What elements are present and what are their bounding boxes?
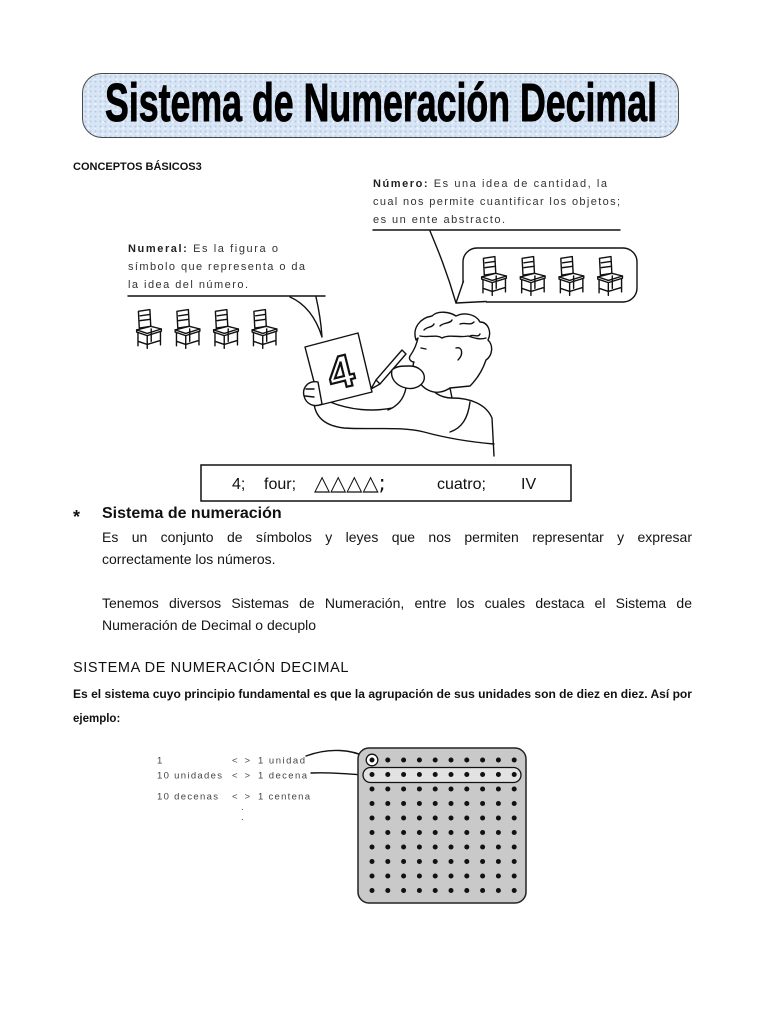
grid-dot	[385, 845, 390, 850]
grid-dot	[433, 845, 438, 850]
page-title: Sistema de Numeración Decimal	[105, 73, 657, 133]
section-heading: Sistema de numeración	[102, 505, 282, 522]
grid-dot	[496, 787, 501, 792]
grid-dot	[464, 888, 469, 893]
grid-dot	[449, 874, 454, 879]
grid-dot	[464, 830, 469, 835]
grid-dot	[480, 888, 485, 893]
grid-dot	[401, 816, 406, 821]
grid-dot	[464, 874, 469, 879]
definition-line: cual nos permite cuantificar los objetos;	[373, 196, 620, 208]
grid-dot	[449, 830, 454, 835]
grid-dot	[401, 845, 406, 850]
grid-dot	[496, 859, 501, 864]
grid-dot	[433, 874, 438, 879]
grid-dot	[480, 830, 485, 835]
equivalence-left: 10 decenas	[157, 791, 218, 803]
grid-dot	[480, 845, 485, 850]
definition-line	[128, 243, 278, 255]
equivalence-symbol: < >	[232, 770, 250, 782]
grid-dot	[449, 845, 454, 850]
paragraph-line: Numeración de Decimal o decuplo	[102, 617, 316, 633]
definition-text: Es una idea de cantidad, la	[433, 178, 607, 190]
chair-icon	[214, 310, 239, 349]
grid-dot	[480, 859, 485, 864]
equivalences	[157, 750, 366, 823]
equivalence-left: 1	[157, 755, 163, 767]
grid-dot	[480, 874, 485, 879]
grid-dot	[401, 859, 406, 864]
boy-illustration	[304, 312, 494, 456]
grid-dot	[496, 830, 501, 835]
grid-dot	[464, 816, 469, 821]
dot-grid	[358, 748, 526, 903]
card-digit: 4	[321, 343, 360, 401]
grid-dot	[417, 787, 422, 792]
grid-dot	[496, 874, 501, 879]
grid-dot	[401, 830, 406, 835]
grid-dot	[385, 888, 390, 893]
grid-dot	[401, 787, 406, 792]
grid-dot	[512, 874, 517, 879]
grid-dot	[370, 758, 375, 763]
grid-dot	[480, 772, 485, 777]
grid-dot	[449, 787, 454, 792]
grid-dot	[449, 859, 454, 864]
grid-dot	[417, 830, 422, 835]
representation-spanish: cuatro;	[437, 476, 486, 493]
equivalence-symbol: < >	[232, 755, 250, 767]
grid-dot	[370, 859, 375, 864]
grid-dot	[417, 845, 422, 850]
grid-dot	[496, 772, 501, 777]
grid-dot	[401, 874, 406, 879]
grid-dot	[385, 816, 390, 821]
equivalence-right: 1 unidad	[258, 755, 305, 767]
chair-icon	[252, 310, 277, 349]
grid-dot	[464, 787, 469, 792]
grid-dot	[512, 845, 517, 850]
grid-dot	[464, 801, 469, 806]
definition-line: símbolo que representa o da	[128, 261, 305, 273]
grid-dot	[417, 888, 422, 893]
grid-dot	[401, 758, 406, 763]
representation-roman: IV	[521, 476, 537, 493]
grid-dot	[480, 787, 485, 792]
grid-dot	[417, 772, 422, 777]
fist	[392, 366, 425, 389]
continuation-mark: .	[241, 812, 244, 823]
grid-dot	[512, 830, 517, 835]
grid-dot	[401, 801, 406, 806]
grid-dot	[370, 787, 375, 792]
grid-dot	[512, 787, 517, 792]
grid-dot	[496, 845, 501, 850]
grid-dot	[449, 888, 454, 893]
grid-dot	[417, 801, 422, 806]
equivalence-right: 1 centena	[258, 791, 310, 803]
chair-icon	[175, 310, 200, 349]
grid-dot	[385, 859, 390, 864]
grid-dot	[433, 888, 438, 893]
representation-english: four;	[264, 476, 297, 493]
continuation-mark: .	[241, 802, 244, 813]
grid-dot	[385, 830, 390, 835]
section-label: CONCEPTOS BÁSICOS3	[73, 161, 202, 173]
grid-dot	[417, 758, 422, 763]
grid-dot	[512, 888, 517, 893]
grid-dot	[496, 758, 501, 763]
paragraph-line: Es un conjunto de símbolos y leyes que nos permiten representar y expresar	[102, 529, 692, 545]
grid-dot	[433, 758, 438, 763]
grid-dot	[496, 816, 501, 821]
numeral-term: Numeral:	[128, 243, 187, 255]
grid-dot	[449, 816, 454, 821]
bullet-asterisk: *	[73, 507, 81, 527]
speech-tail-left	[290, 297, 322, 337]
grid-dot	[370, 816, 375, 821]
grid-dot	[433, 772, 438, 777]
grid-dot	[370, 845, 375, 850]
grid-dot	[512, 758, 517, 763]
representation-digit: 4;	[232, 476, 246, 493]
grid-dot	[480, 801, 485, 806]
grid-dot	[512, 859, 517, 864]
unidad-connector	[306, 750, 366, 757]
grid-dot	[512, 801, 517, 806]
grid-dot	[370, 888, 375, 893]
equivalence-left: 10 unidades	[157, 770, 222, 782]
grid-dot	[417, 874, 422, 879]
definition-line: es un ente abstracto.	[373, 214, 505, 226]
grid-dot	[449, 801, 454, 806]
grid-dot	[496, 801, 501, 806]
grid-dot	[433, 787, 438, 792]
chair-icon	[137, 310, 162, 349]
grid-dot	[385, 787, 390, 792]
grid-dot	[512, 772, 517, 777]
grid-dot	[433, 801, 438, 806]
grid-dot	[480, 816, 485, 821]
grid-dot	[401, 888, 406, 893]
grid-dot	[370, 772, 375, 777]
grid-dot	[385, 772, 390, 777]
grid-dot	[464, 859, 469, 864]
grid-dot	[512, 816, 517, 821]
equivalence-symbol: < >	[232, 791, 250, 803]
grid-dot	[385, 874, 390, 879]
decimal-heading: SISTEMA DE NUMERACIÓN DECIMAL	[73, 660, 350, 676]
grid-dot	[464, 845, 469, 850]
representations-box	[201, 465, 571, 501]
eye	[421, 348, 426, 349]
chairs-row-left	[137, 310, 277, 349]
equivalence-right: 1 decena	[258, 770, 307, 782]
grid-dot	[385, 801, 390, 806]
speech-bubble-right	[430, 231, 637, 304]
numero-definition	[373, 178, 620, 230]
intro-line: ejemplo:	[73, 713, 121, 725]
definition-text: Es la figura o	[193, 243, 278, 255]
definition-line	[373, 178, 608, 190]
paragraph-line: Tenemos diversos Sistemas de Numeración, entre los cuales destaca el Sistema de	[102, 595, 692, 611]
numero-term: Número:	[373, 178, 428, 190]
grid-dot	[449, 758, 454, 763]
grid-dot	[480, 758, 485, 763]
grid-dot	[370, 874, 375, 879]
grid-dot	[370, 830, 375, 835]
grid-dot	[464, 758, 469, 763]
definition-line: la idea del número.	[128, 279, 248, 291]
grid-dot	[449, 772, 454, 777]
intro-line: Es el sistema cuyo principio fundamental es que la agrupación de sus unidades son de diez en diez. Así por	[73, 689, 693, 701]
grid-dot	[433, 830, 438, 835]
grid-dot	[385, 758, 390, 763]
hand	[304, 382, 322, 406]
grid-dot	[417, 816, 422, 821]
grid-dot	[401, 772, 406, 777]
grid-dot	[433, 816, 438, 821]
grid-dot	[370, 801, 375, 806]
grid-dot	[496, 888, 501, 893]
representation-triangles: △△△△;	[314, 471, 386, 495]
paragraph-line: correctamente los números.	[102, 551, 276, 567]
decena-connector	[311, 773, 363, 775]
grid-dot	[417, 859, 422, 864]
grid-dot	[464, 772, 469, 777]
grid-dot	[433, 859, 438, 864]
